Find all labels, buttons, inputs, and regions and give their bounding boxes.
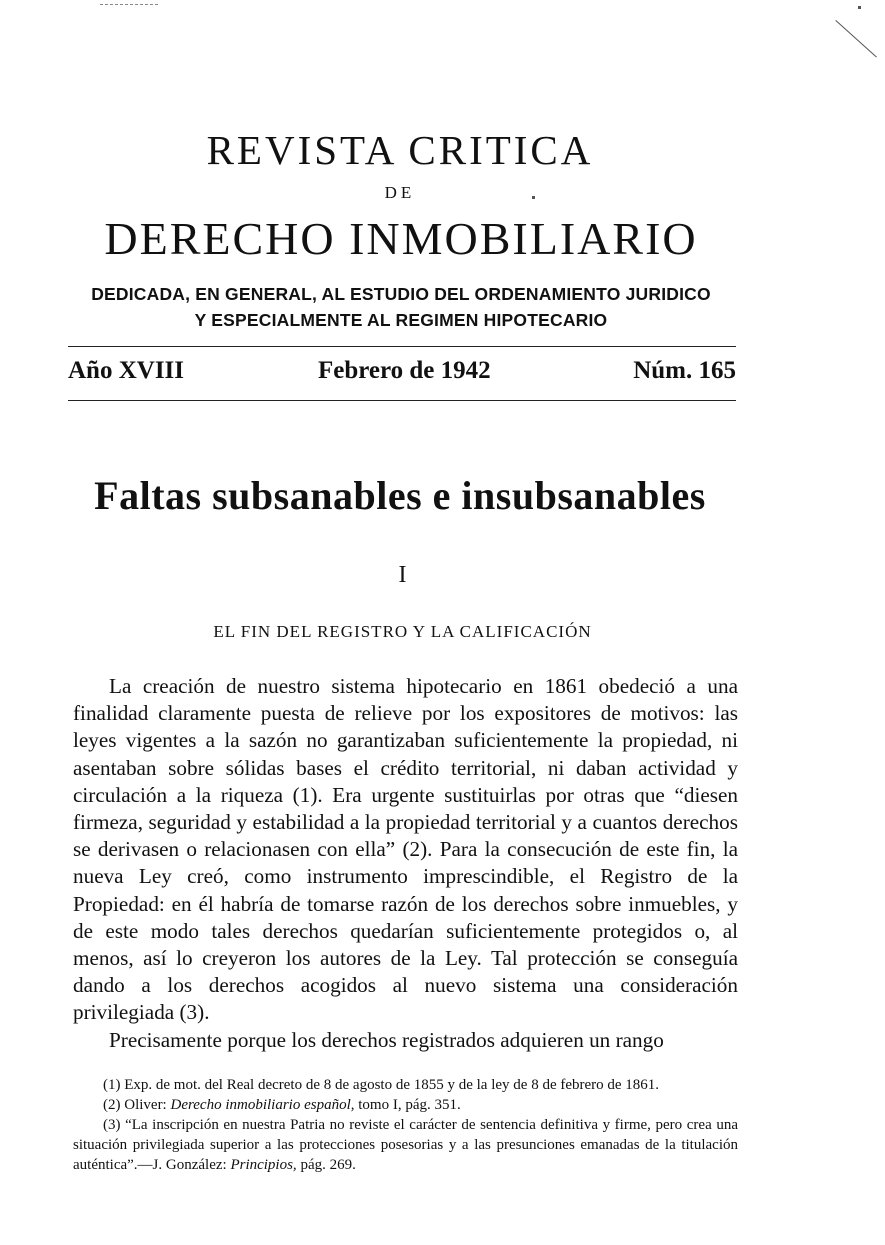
journal-scope-line: Y ESPECIALMENTE AL REGIMEN HIPOTECARIO xyxy=(194,310,608,330)
divider-rule xyxy=(68,400,736,401)
footnote-text: (3) “La inscripción en nuestra Patria no reviste el carácter de sentencia definitiva y firme, pero crea una situación privilegiada superior a las protecciones posesorias y a las presunciones emanadas de la titulación auténtica”.—J. González: xyxy=(73,1117,738,1173)
scan-artifact xyxy=(835,20,877,58)
footnote-cited-work: Principios, xyxy=(230,1157,297,1173)
section-numeral: I xyxy=(398,562,407,588)
footnote-text: pág. 269. xyxy=(296,1157,356,1173)
journal-subject: DERECHO INMOBILIARIO xyxy=(104,213,698,264)
body-paragraph: La creación de nuestro sistema hipotecario en 1861 obedeció a una finalidad claramente puesta de relieve por los expositores de motivos: las leyes vigentes a la sazón no garantizaban suficientemente la propiedad, ni asentaban sobre sólidas bases el crédito territorial, ni daban actividad y circulación a la riqueza (1). Era urgente sustituirlas por otras que “diesen firmeza, seguridad y estabilidad a la propiedad territorial y a cuantos derechos se derivasen o relacionasen con ella” (2). Para la consecución de este fin, la nueva Ley creó, como instrumento imprescindible, el Registro de la Propiedad: en él habría de tomarse razón de los derechos sobre inmuebles, y de este modo tales derechos quedarían suficientemente protegidos o, al menos, así lo creyeron los autores de la Ley. Tal protección se conseguía dando a los derechos acogidos al nuevo sistema una consideración privilegiada (3). xyxy=(73,674,738,1025)
journal-title-connector: DE xyxy=(384,183,416,202)
journal-scope-line: DEDICADA, EN GENERAL, AL ESTUDIO DEL ORDENAMIENTO JURIDICO xyxy=(91,284,711,304)
journal-title: REVISTA CRITICA xyxy=(206,127,594,173)
journal-scope xyxy=(66,281,736,333)
issue-year: Año XVIII xyxy=(68,357,185,384)
issue-number: Núm. 165 xyxy=(633,357,736,384)
footnote-2 xyxy=(73,1095,738,1115)
article-title: Faltas subsanables e insubsanables xyxy=(94,473,706,518)
footnote-text: tomo I, pág. 351. xyxy=(354,1097,461,1113)
scan-artifact xyxy=(100,4,158,5)
scan-artifact xyxy=(858,6,861,9)
body-paragraph: Precisamente porque los derechos registrados adquieren un rango xyxy=(109,1027,664,1052)
footnote-text: (2) Oliver: xyxy=(103,1097,171,1113)
issue-date: Febrero de 1942 xyxy=(318,357,491,384)
issue-info xyxy=(68,357,736,391)
article-body xyxy=(73,673,738,1054)
footnote-cited-work: Derecho inmobiliario español, xyxy=(170,1097,355,1113)
footnote-1: (1) Exp. de mot. del Real decreto de 8 de agosto de 1855 y de la ley de 8 de febrero de 1861. xyxy=(103,1077,660,1093)
footnote-3 xyxy=(73,1115,738,1175)
footnotes xyxy=(73,1075,738,1175)
divider-rule xyxy=(68,346,736,347)
section-heading: EL FIN DEL REGISTRO Y LA CALIFICACIÓN xyxy=(213,622,592,641)
